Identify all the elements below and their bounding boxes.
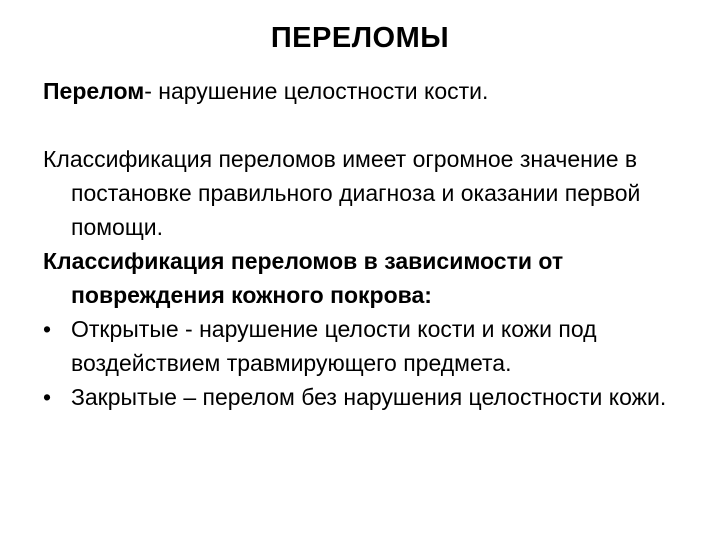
slide-content — [43, 74, 693, 414]
definition-text: - нарушение целостности кости. — [144, 78, 489, 104]
bullet-icon: • — [43, 384, 52, 410]
bullet-text-closed: Закрытые – перелом без нарушения целостности кожи. — [71, 384, 667, 410]
bullet-item-open — [43, 312, 693, 380]
bullet-text-open: Открытые - нарушение целости кости и кожи под воздействием травмирующего предмета. — [71, 316, 597, 376]
paragraph-spacer — [43, 108, 693, 142]
bullet-icon: • — [43, 316, 52, 342]
classification-note: Классификация переломов имеет огромное значение в постановке правильного диагноза и оказании первой помощи. — [43, 146, 641, 240]
slide-title: ПЕРЕЛОМЫ — [270, 22, 450, 54]
definition-term: Перелом — [43, 78, 145, 104]
classification-heading: Классификация переломов в зависимости от повреждения кожного покрова: — [43, 248, 564, 308]
bullet-item-closed — [43, 380, 693, 414]
definition-paragraph — [43, 74, 693, 108]
